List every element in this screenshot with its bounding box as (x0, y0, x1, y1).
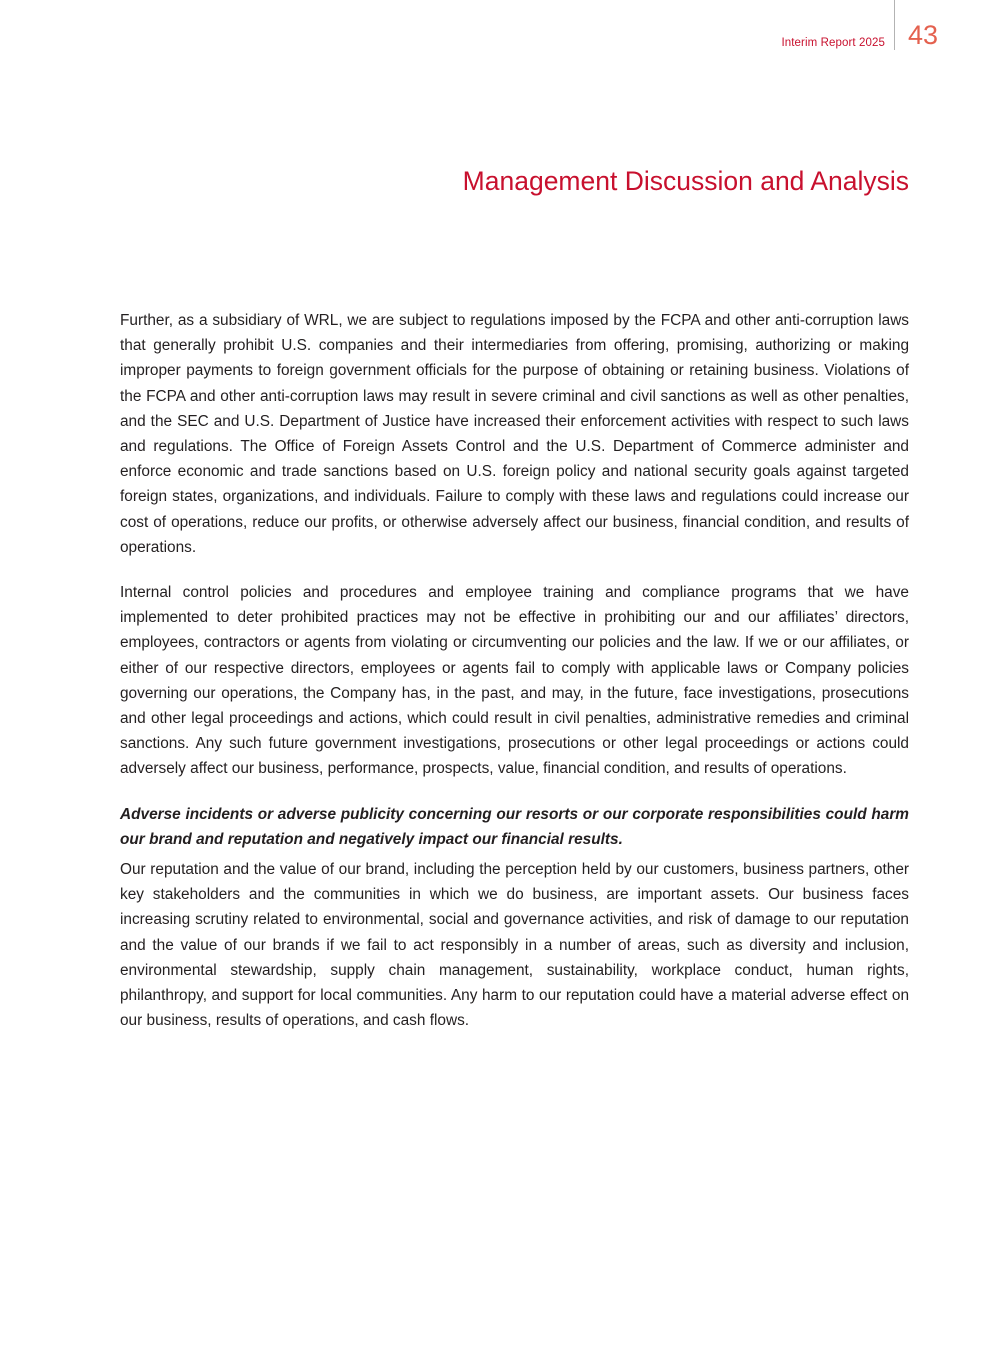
paragraph-reputation: Our reputation and the value of our brand, including the perception held by our customers, business partners, other key stakeholders and the communities in which we do business, are important assets. Our business faces increasing scrutiny related to environmental, social and governance activities, and risk of damage to our reputation and the value of our brands if we fail to act responsibly in a number of areas, such as diversity and inclusion, environmental stewardship, supply chain management, sustainability, workplace conduct, human rights, philanthropy, and support for local communities. Any harm to our reputation could have a material adverse effect on our business, results of operations, and cash flows. (120, 861, 909, 1030)
risk-subheading: Adverse incidents or adverse publicity concerning our resorts or our corporate responsibilities could harm our brand and reputation and negatively impact our financial results. (120, 805, 909, 848)
report-label: Interim Report 2025 (781, 37, 885, 49)
header-divider (894, 0, 895, 50)
body-text (120, 308, 909, 1053)
page-number: 43 (908, 20, 939, 50)
paragraph-fcpa: Further, as a subsidiary of WRL, we are subject to regulations imposed by the FCPA and other anti-corruption laws that generally prohibit U.S. companies and their intermediaries from offering, promising, authorizing or making improper payments to foreign government officials for the purpose of obtaining or retaining business. Violations of the FCPA and other anti-corruption laws may result in severe criminal and civil sanctions as well as other penalties, and the SEC and U.S. Department of Justice have increased their enforcement activities with respect to such laws and regulations. The Office of Foreign Assets Control and the U.S. Department of Commerce administer and enforce economic and trade sanctions based on U.S. foreign policy and national security goals against targeted foreign states, organizations, and individuals. Failure to comply with these laws and regulations could increase our cost of operations, reduce our profits, or otherwise adversely affect our business, financial condition, and results of operations. (120, 312, 909, 556)
section-title: Management Discussion and Analysis (462, 166, 909, 196)
paragraph-internal-control: Internal control policies and procedures and employee training and compliance programs that we have implemented to deter prohibited practices may not be effective in prohibiting our and our affiliates’ directors, employees, contractors or agents from violating or circumventing our policies and the law. If we or our affiliates, or either of our respective directors, employees or agents fail to comply with applicable laws or Company policies governing our operations, the Company has, in the past, and may, in the future, face investigations, prosecutions and other legal proceedings and actions, which could result in civil penalties, administrative remedies and criminal sanctions. Any such future government investigations, prosecutions or other legal proceedings or actions could adversely affect our business, performance, prospects, value, financial condition, and results of operations. (120, 584, 909, 778)
